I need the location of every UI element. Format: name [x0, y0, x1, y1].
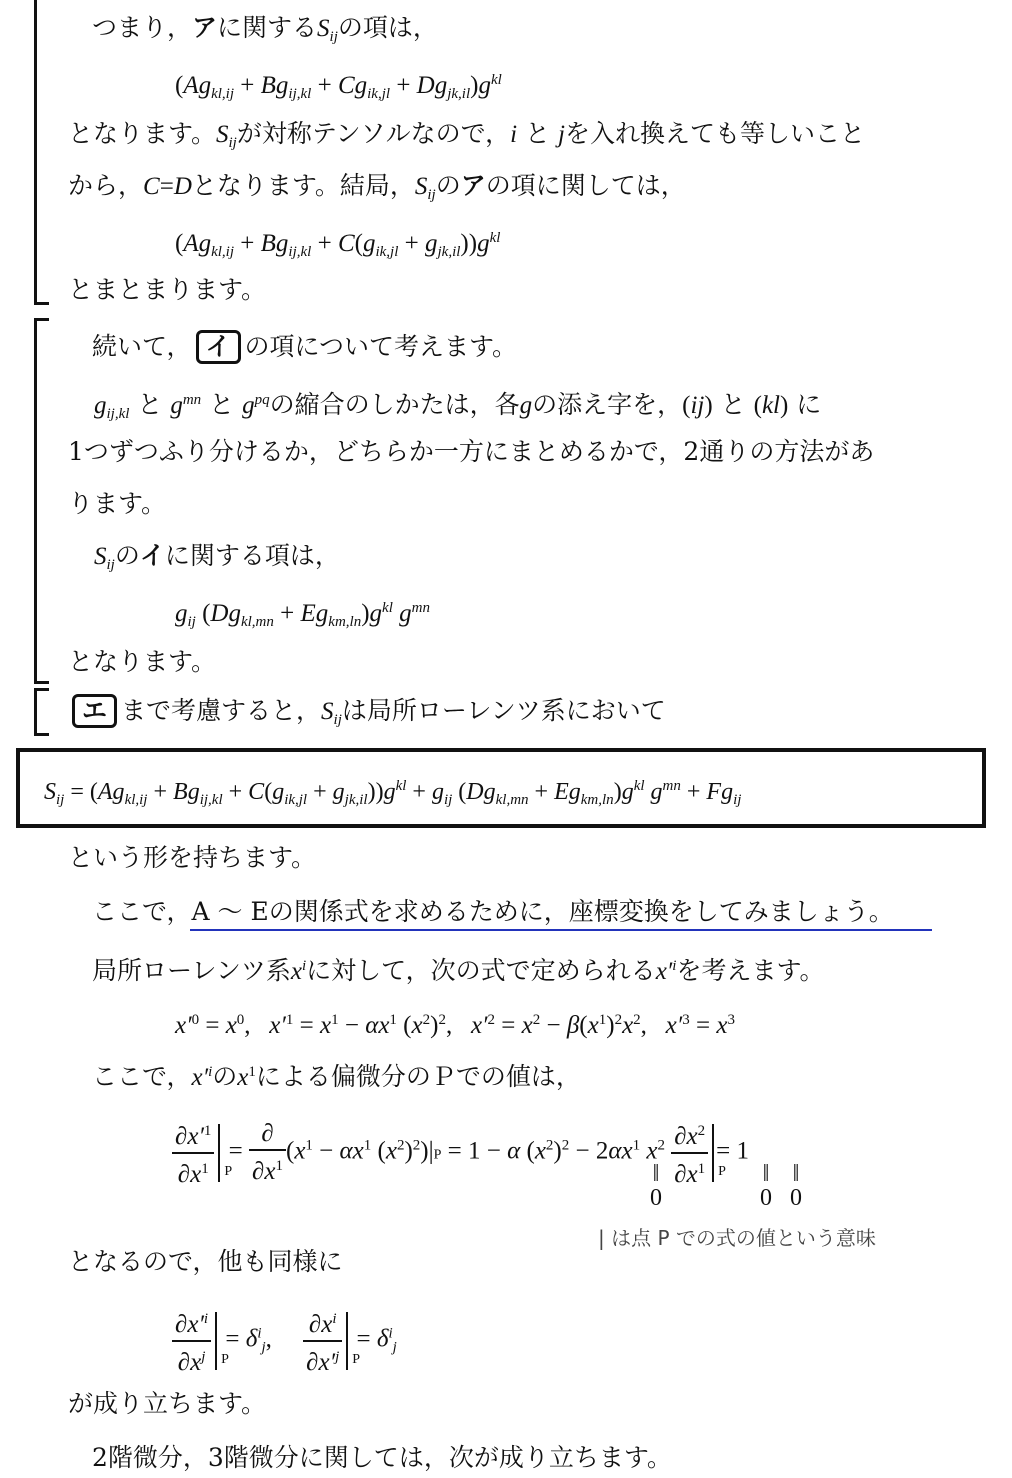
- formula-a-terms: $(Ag_{kl,ij} + Bg_{ij,kl} + Cg_{ik,jl} + Dg_{jk,il})g^{kl}$: [175, 72, 502, 102]
- formula-kronecker-delta: $\frac{\partial x'^i}{\partial x^j}$ P = $\delta^i_j$, $\frac{\partial x^i}{\partial x'^j}$ P = $\delta^i_j$: [172, 1304, 397, 1378]
- zero-marker-3: ‖ 0: [790, 1161, 802, 1211]
- zero-marker-2: ‖ 0: [760, 1161, 772, 1211]
- text-line-23: となるので，他も同様に: [68, 1247, 343, 1276]
- text-line-7: 続いて， イ の項について考えます。: [92, 330, 517, 364]
- formula-a-combined: $(Ag_{kl,ij} + Bg_{ij,kl} + C(g_{ik,jl} + g_{jk,il}))g^{kl}$: [175, 230, 501, 260]
- text-line-18: 局所ローレンツ系$x^i$に対して，次の式で定められる$x'^i$を考えます。: [92, 956, 825, 985]
- bracket-section-e: [34, 688, 49, 736]
- formula-partial-derivative: $\frac{\partial x'^1}{\partial x^1}$ P = $\frac{\partial}{\partial x^1}$ ($x^1 - \alpha x^1$ $(x^2)^2)|P = 1 - \alpha$ $(x^2)^2 - 2\alpha x^1$ $x^2$ $\frac{\partial x^2}{\partial x^1}$ P = 1: [172, 1116, 749, 1190]
- label-box-e: エ: [72, 694, 117, 728]
- label-box-i: イ: [196, 330, 241, 364]
- text-line-16: という形を持ちます。: [68, 843, 317, 872]
- text-line-14: エ まで考慮すると，$S_{ij}$は局所ローレンツ系において: [68, 694, 666, 736]
- zero-marker-1: ‖ 0: [650, 1161, 662, 1211]
- formula-i-terms: $g_{ij}$ $(Dg_{kl,mn} + Eg_{km,ln})g^{kl}$ $g^{mn}$: [175, 600, 430, 630]
- text-line-11: $S_{ij}$のイに関する項は，: [94, 541, 340, 573]
- bracket-section-i: [34, 318, 49, 684]
- formula-sij: $S_{ij} = (Ag_{kl,ij} + Bg_{ij,kl} + C(g_{ik,jl} + g_{jk,il}))g^{kl} + g_{ij}$ $(Dg_{kl,mn} + Eg_{km,ln})g^{kl}$ $g^{mn} + Fg_{ij}$: [44, 778, 742, 808]
- text-line-20: ここで，$x'^i$の$x^1$による偏微分のＰでの値は，: [92, 1062, 581, 1091]
- text-line-9: 1つずつふり分けるか，どちらか一方にまとめるかで，2通りの方法があ: [68, 437, 875, 466]
- text-line-26: 2階微分，3階微分に関しては，次が成り立ちます。: [92, 1443, 672, 1472]
- text-line-10: ります。: [68, 489, 167, 518]
- bracket-section-a: [34, 0, 49, 305]
- text-line-4: から，C=Dとなります。結局，$S_{ij}$のアの項に関しては，: [68, 171, 686, 203]
- text-line-13: となります。: [68, 647, 217, 676]
- formula-coordinate-transform: $x'^0 = x^0$, $x'^1 = x^1 - \alpha x^1$ $(x^2)^2$, $x'^2 = x^2 - \beta(x^1)^2x^2$, $x'^3 = x^3$: [175, 1012, 735, 1039]
- handwritten-note: | は点 P での式の値という意味: [598, 1226, 876, 1250]
- text-line-8: $g_{ij,kl}$ と $g^{mn}$ と $g^{pq}$の縮合のしかたは，各gの添え字を，(ij) と (kl) に: [94, 390, 822, 422]
- text-line-25: が成り立ちます。: [68, 1389, 267, 1418]
- text-line-6: とまとまります。: [68, 275, 267, 304]
- text-line-1: つまり，アに関する$S_{ij}$の項は，: [92, 13, 438, 45]
- text-line-3: となります。$S_{ij}$が対称テンソルなので，i と jを入れ換えても等しいこと: [68, 119, 865, 151]
- text-line-17: ここで，A ～ Eの関係式を求めるために，座標変換をしてみましょう。: [92, 897, 894, 926]
- underline-highlight: [190, 929, 932, 931]
